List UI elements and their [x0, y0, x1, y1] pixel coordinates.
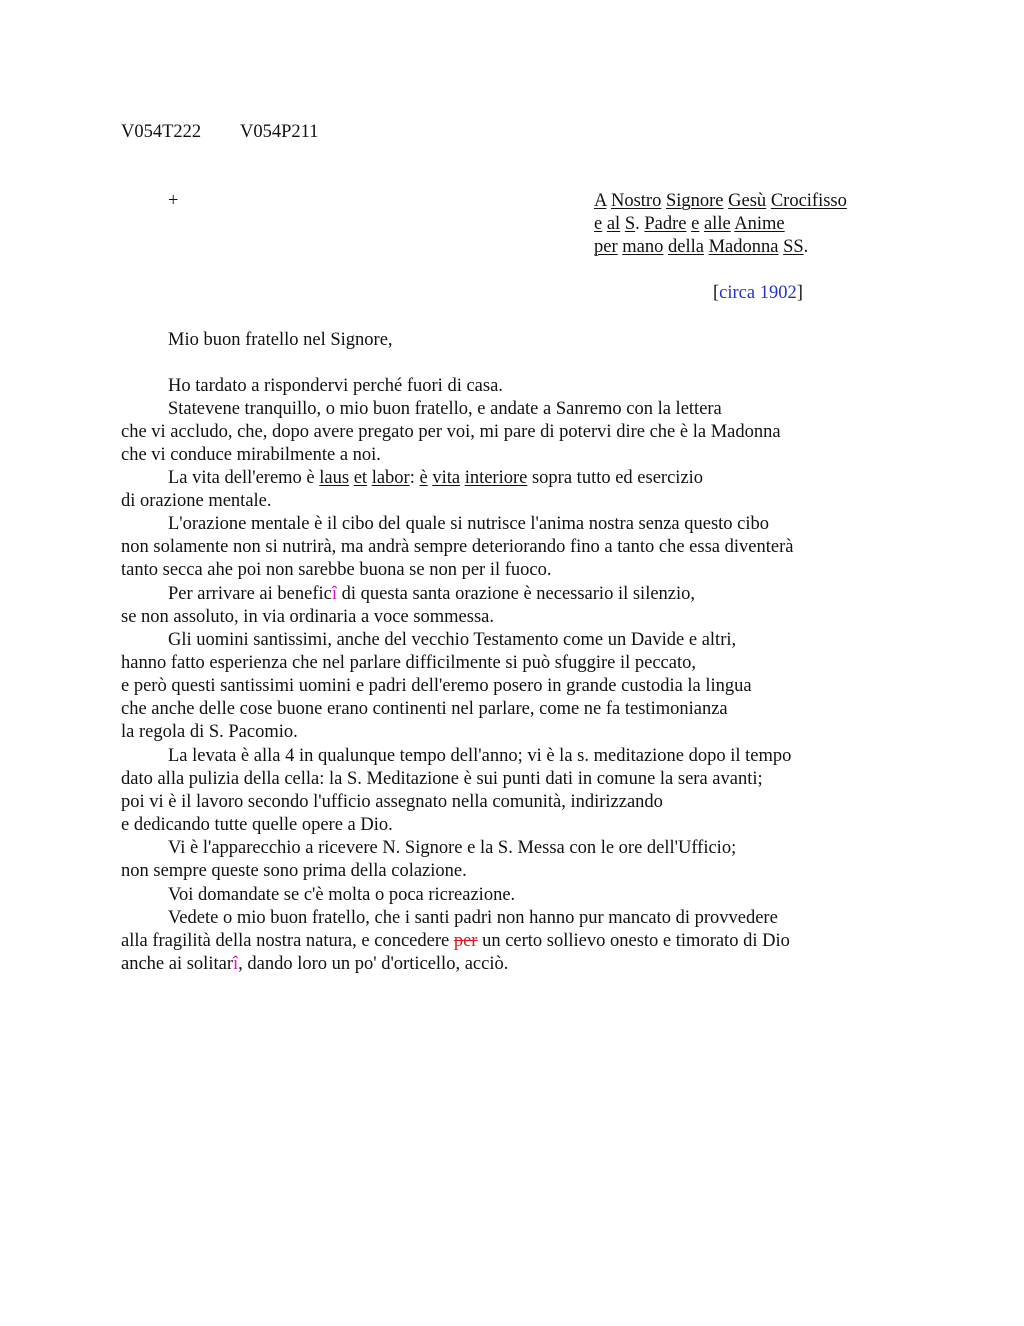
body-line: Vi è l'apparecchio a ricevere N. Signore e la S. Messa con le ore dell'Ufficio;: [168, 838, 737, 858]
underlined-word: labor: [371, 468, 410, 488]
body-line: L'orazione mentale è il cibo del quale si nutrisce l'anima nostra senza questo cibo: [168, 514, 770, 534]
reference-code-p: V054P211: [240, 122, 319, 142]
underlined-word: laus: [319, 468, 350, 488]
body-line: che anche delle cose buone erano continenti nel parlare, come ne fa testimonianza: [121, 699, 728, 719]
body-line: e però questi santissimi uomini e padri dell'eremo posero in grande custodia la lingua: [121, 676, 752, 696]
body-line: La levata è alla 4 in qualunque tempo dell'anno; vi è la s. meditazione dopo il tempo: [168, 746, 792, 766]
dedication-word: SS: [783, 237, 804, 257]
body-line: Voi domandate se c'è molta o poca ricreazione.: [168, 885, 516, 905]
deleted-word: per: [453, 931, 478, 951]
body-text: un certo sollievo onesto e timorato di Dio: [477, 931, 790, 951]
body-line: dato alla pulizia della cella: la S. Meditazione è sui punti dati in comune la sera avanti;: [121, 769, 763, 789]
body-text: di questa santa orazione è necessario il silenzio,: [336, 584, 696, 604]
editorial-insert: î: [232, 954, 239, 974]
body-line: La vita dell'eremo è laus et labor: è vita interiore sopra tutto ed esercizio: [168, 468, 704, 488]
body-line: hanno fatto esperienza che nel parlare difficilmente si può sfuggire il peccato,: [121, 653, 696, 673]
dedication-word: Signore: [665, 191, 724, 211]
dedication-word: Nostro: [610, 191, 662, 211]
body-line: Statevene tranquillo, o mio buon fratello, e andate a Sanremo con la lettera: [168, 399, 722, 419]
body-line: [168, 583, 695, 606]
body-line: [121, 953, 508, 976]
body-line: [121, 930, 790, 953]
body-line: Gli uomini santissimi, anche del vecchio Testamento come un Davide e altri,: [168, 630, 737, 650]
body-text: alla fragilità della nostra natura, e concedere: [121, 931, 454, 951]
body-line: e dedicando tutte quelle opere a Dio.: [121, 815, 393, 835]
dedication-word: S: [624, 214, 636, 234]
body-line: che vi conduce mirabilmente a noi.: [121, 445, 381, 465]
dedication-word: al: [606, 214, 621, 234]
dedication-word: e: [691, 214, 700, 234]
dedication-word: Crocifisso: [770, 191, 847, 211]
underlined-word: è: [419, 468, 428, 488]
body-text: Per arrivare ai benefic: [168, 584, 332, 604]
dedication-word: Madonna: [708, 237, 779, 257]
dedication-word: Padre: [644, 214, 687, 234]
dedication-word: A: [594, 191, 607, 211]
cross-mark: +: [168, 191, 179, 211]
date-text: circa 1902: [719, 283, 797, 303]
underlined-word: vita: [432, 468, 461, 488]
body-line: poi vi è il lavoro secondo l'ufficio assegnato nella comunità, indirizzando: [121, 792, 663, 812]
body-line: non solamente non si nutrirà, ma andrà sempre deteriorando fino a tanto che essa diventerà: [121, 537, 794, 557]
dedication-word: Anime: [734, 214, 785, 234]
dedication-line-1: [594, 190, 847, 213]
body-line: Ho tardato a rispondervi perché fuori di casa.: [168, 376, 503, 396]
salutation: Mio buon fratello nel Signore,: [168, 330, 393, 350]
underlined-word: et: [353, 468, 368, 488]
body-text: anche ai solitar: [121, 954, 233, 974]
body-line: se non assoluto, in via ordinaria a voce sommessa.: [121, 607, 494, 627]
editorial-insert: î: [331, 584, 337, 604]
body-line: la regola di S. Pacomio.: [121, 722, 298, 742]
dedication-line-3: per mano della Madonna SS.: [594, 237, 809, 257]
body-line: di orazione mentale.: [121, 491, 272, 511]
date-note: [circa 1902]: [713, 283, 803, 303]
body-text: , dando loro un po' d'orticello, acciò.: [238, 954, 509, 974]
body-line: non sempre queste sono prima della colazione.: [121, 861, 467, 881]
dedication-word: alle: [703, 214, 731, 234]
dedication-word: della: [667, 237, 704, 257]
reference-code-t: V054T222: [121, 122, 202, 142]
dedication-word: mano: [622, 237, 664, 257]
body-line: che vi accludo, che, dopo avere pregato per voi, mi pare di potervi dire che è la Madonna: [121, 422, 781, 442]
body-text: sopra tutto ed esercizio: [531, 468, 704, 488]
dedication-word: per: [594, 237, 618, 257]
dedication-line-2: e al S. Padre e alle Anime: [594, 214, 785, 234]
body-line: tanto secca ahe poi non sarebbe buona se non per il fuoco.: [121, 560, 552, 580]
body-line: Vedete o mio buon fratello, che i santi padri non hanno pur mancato di provvedere: [168, 908, 778, 928]
body-text: La vita dell'eremo è: [168, 468, 315, 488]
dedication-word: e: [594, 214, 603, 234]
underlined-word: interiore: [464, 468, 528, 488]
dedication-word: Gesù: [728, 191, 767, 211]
